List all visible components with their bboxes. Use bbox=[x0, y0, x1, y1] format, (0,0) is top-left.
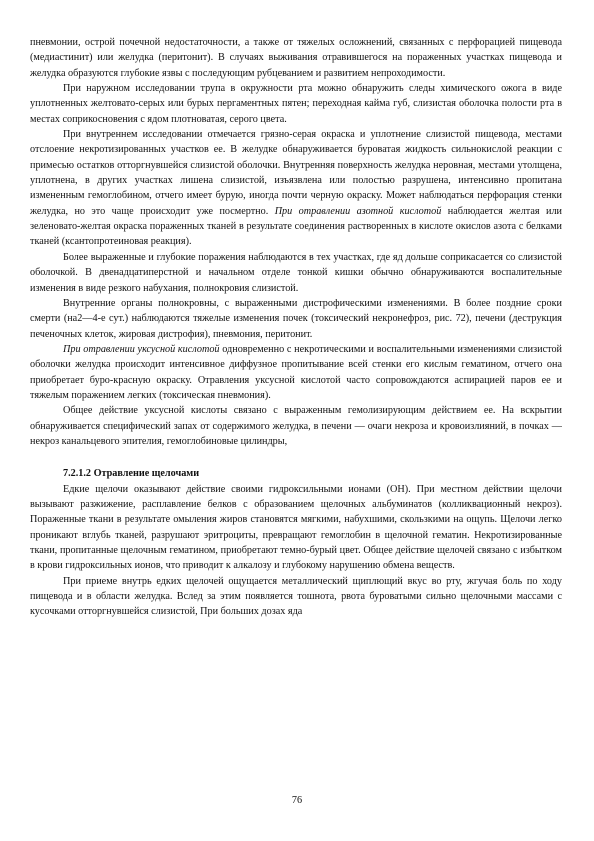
text-run: Более выраженные и глубокие поражения наблюдаются в тех участках, где яд дольше соприкасается со слизистой оболочкой. В двенадцатиперстной и начальном отделе тонкой кишки обычно обнаруживаются воспалительные изменения в виде резкого набухания, полнокровия слизистой. bbox=[30, 251, 562, 294]
paragraph-p3 bbox=[30, 127, 562, 250]
italic-phrase: При отравлении уксусной кислотой bbox=[63, 343, 220, 355]
page-number: 76 bbox=[291, 795, 303, 806]
text-run: Едкие щелочи оказывают действие своими гидроксильными ионами (ОН). При местном действии щелочи вызывают разжижение, расплавление белков с образованием щелочных альбуминатов (колликвационный некроз). Пораженные ткани в результате омыления жиров становятся мягкими, набухшими, скользкими на ощупь. Щелочи легко проникают вглубь тканей, разрушают эритроциты, превращают гемоглобин в щелочной гематин. Некротизированные ткани, пропитанные щелочным гематином, приобретают темно-бурый цвет. Общее действие щелочей связано с избытком в крови гидроксильных ионов, что приводит к алкалозу и глубокому нарушению обмена веществ. bbox=[30, 483, 562, 572]
paragraph-p5 bbox=[30, 296, 562, 342]
text-block-before-heading bbox=[30, 35, 562, 449]
paragraph-p6 bbox=[30, 342, 562, 403]
section-heading: 7.2.1.2 Отравление щелочами bbox=[63, 468, 200, 480]
text-run: Внутренние органы полнокровны, с выраженными дистрофическими изменениями. В более поздние сроки смерти (на2—4-е сут.) наблюдаются тяжелые изменения почек (токсический некронефроз, рис. 72), печени (деструкция печеночных клеток, жировая дистрофия), пневмония, перитонит. bbox=[30, 297, 562, 340]
text-run: одновременно с некротическими и воспалительными изменениями слизистой оболочки желудка происходит интенсивное диффузное пропитывание всей стенки его кислым гематином, отчего она приобретает буро-красную окраску. Отравления уксусной кислотой часто сопровождаются аспирацией паров ее и тяжелым поражением легких (токсическая пневмония). bbox=[30, 343, 562, 401]
paragraph-p1 bbox=[30, 35, 562, 81]
paragraph-p9 bbox=[30, 574, 562, 620]
paragraph-p7 bbox=[30, 403, 562, 449]
italic-phrase: При отравлении азотной кислотой bbox=[274, 205, 442, 217]
text-run: Общее действие уксусной кислоты связано с выраженным гемолизирующим действием ее. На вскрытии обнаруживается специфический запах от содержимого желудка, в печени — очаги некроза и кровоизлияний, в почках — некроз канальцевого эпителия, гемоглобиновые цилиндры, bbox=[30, 405, 562, 447]
text-run: При внутреннем исследовании отмечается грязно-серая окраска и уплотнение слизистой пищевода, местами отслоение некротизированных участков ее. В желудке обнаруживается буроватая жидкость сильнокислой реакции с примесью остатков отторгнувшейся слизистой оболочки. Внутренняя поверхность желудка неровная, местами утолщена, уплотнена, в других участках лишена слизистой, изъязвлена или полостью разрушена, интенсивно пропитана измененным гемоглобином, отчего имеет бурую, иногда почти черную окраску. Может наблюдаться перфорация стенки желудка, но это чаще происходит уже посмертно. bbox=[30, 129, 562, 217]
paragraph-p2 bbox=[30, 81, 562, 127]
paragraph-p4 bbox=[30, 250, 562, 296]
text-run: При наружном исследовании трупа в окружности рта можно обнаружить следы химического ожога в виде уплотненных желтовато-серых или бурых пергаментных пятен; переходная кайма губ, слизистая оболочка полости рта в местах соприкосновения с ядом плотноватая, серого цвета. bbox=[30, 83, 562, 125]
text-block-after-heading bbox=[30, 482, 562, 620]
text-run: При приеме внутрь едких щелочей ощущается металлический щиплющий вкус во рту, жгучая боль по ходу пищевода и в области желудка. Вслед за этим появляется тошнота, рвота буроватыми сильно щелочными массами с кусочками отторгнувшейся слизистой, При больших дозах яда bbox=[30, 575, 562, 618]
text-run: наблюдается желтая или зеленовато-желтая окраска пораженных тканей в результате соединения растворенных в кислоте окислов азота с белками тканей (ксантопротеиновая реакция). bbox=[30, 205, 562, 248]
paragraph-p8 bbox=[30, 482, 562, 574]
text-run: пневмонии, острой почечной недостаточности, а также от тяжелых осложнений, связанных с перфорацией пищевода (медиастинит) или желудка (перитонит). В случаях выживания отравившегося на пораженных участках пищевода и желудка образуются глубокие язвы с последующим рубцеванием и развитием непроходимости. bbox=[30, 37, 562, 79]
document-page bbox=[30, 35, 562, 620]
